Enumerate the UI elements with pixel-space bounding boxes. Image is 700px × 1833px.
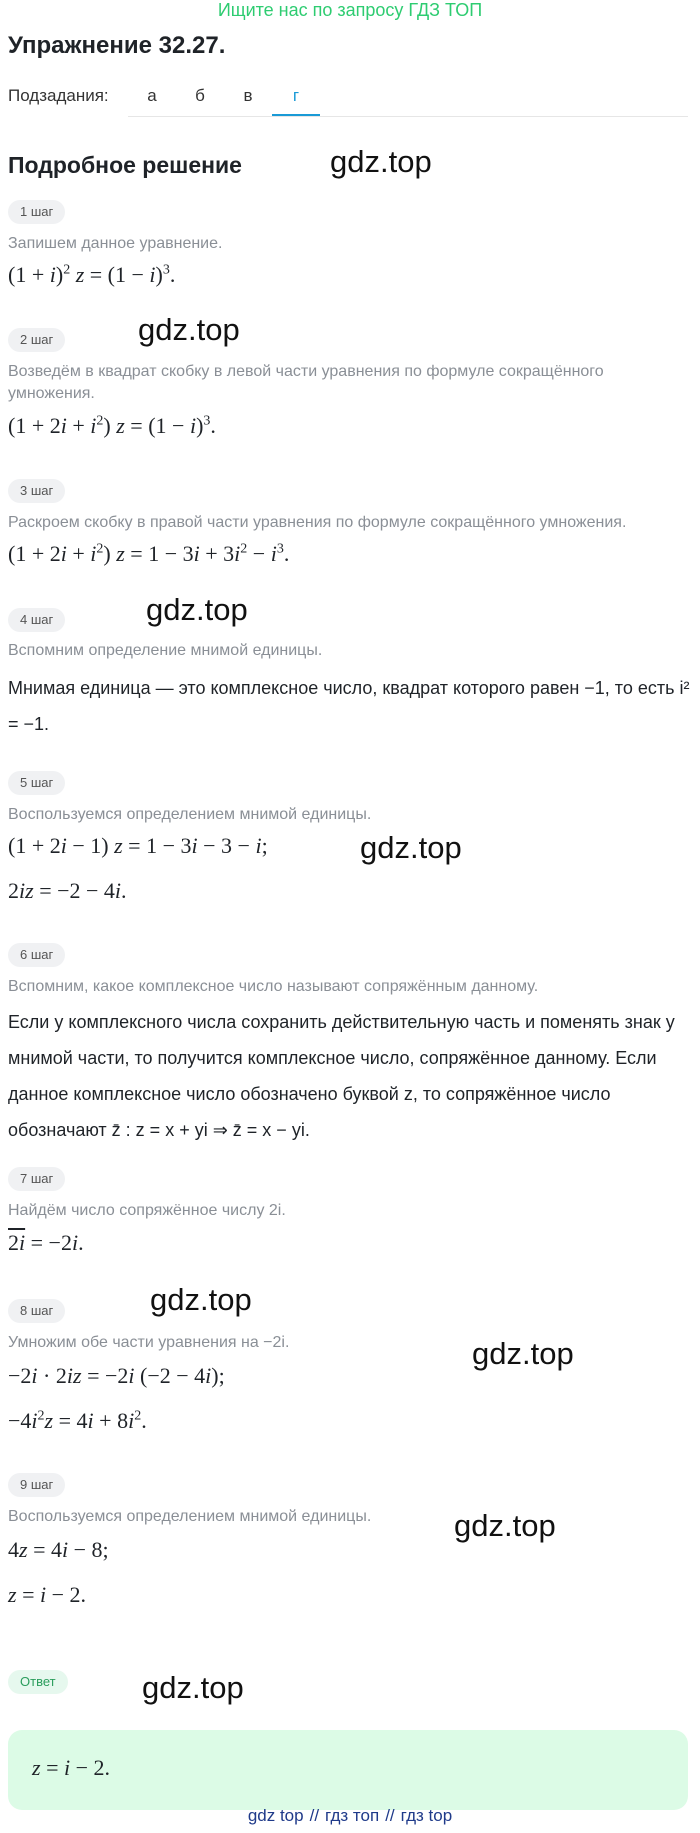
step-badge-7: 7 шаг (8, 1167, 65, 1191)
answer-formula: z = i − 2. (32, 1755, 111, 1780)
step-desc-6: Вспомним, какое комплексное число называют сопряжённым данному. (8, 978, 539, 995)
step-badge-9: 9 шаг (8, 1473, 65, 1497)
footer-separator: // (309, 1806, 320, 1825)
watermark: gdz.top (330, 144, 432, 179)
watermark: gdz.top (150, 1282, 252, 1317)
section-title: Подробное решение (8, 152, 242, 178)
watermark: gdz.top (146, 592, 248, 627)
step-desc-2: Возведём в квадрат скобку в левой части уравнения по формуле сокращённого умножения. (8, 363, 604, 402)
subtask-tab-a[interactable]: а (147, 86, 157, 105)
watermark: gdz.top (472, 1336, 574, 1371)
step-formula-9b: z = i − 2. (8, 1582, 87, 1607)
step-text-6: Если у комплексного числа сохранить действительную часть и поменять знак у мнимой части, то получится комплексное число, сопряжённое данному. Если данное комплексное число обозначено буквой z, то сопряжённое число обозначают z̄ : z = x + yi ⇒ z̄ = x − yi. (8, 1012, 675, 1140)
footer-link-2[interactable]: гдз топ (325, 1806, 380, 1825)
watermark: gdz.top (138, 312, 240, 347)
footer-separator: // (385, 1806, 395, 1825)
page-title: Упражнение 32.27. (8, 32, 226, 59)
step-desc-4: Вспомним определение мнимой единицы. (8, 642, 323, 659)
watermark: gdz.top (454, 1508, 556, 1543)
subtask-tab-v[interactable]: в (243, 86, 253, 105)
step-formula-7: 2i = −2i. (8, 1230, 84, 1255)
step-badge-5: 5 шаг (8, 771, 65, 795)
footer-link-1[interactable]: gdz top (247, 1806, 304, 1825)
step-formula-2: $(1 + 2i + i^2)$ $z = (1 - i)^3$. (8, 413, 216, 438)
footer-link-3[interactable]: гдз top (400, 1806, 453, 1825)
step-formula-9a: 4z = 4i − 8; (8, 1537, 109, 1562)
answer-badge: Ответ (8, 1670, 68, 1694)
step-formula-5b: 2iz = −2 − 4i. (8, 878, 127, 903)
footer-links (0, 1806, 700, 1826)
step-badge-2: 2 шаг (8, 328, 65, 352)
step-badge-1: 1 шаг (8, 200, 65, 224)
search-banner: Ищите нас по запросу ГДЗ ТОП (217, 0, 483, 20)
step-formula-3: $(1 + 2i + i^2)$ $z = 1 - 3i + 3i^2 - i^3$. (8, 541, 290, 566)
subtask-tab-g[interactable]: г (272, 76, 320, 116)
step-formula-8a: −2i · 2iz = −2i (−2 − 4i); (8, 1363, 225, 1388)
step-badge-4: 4 шаг (8, 608, 65, 632)
step-formula-8b: $-4i^2z = 4i + 8i^2$. (8, 1408, 147, 1433)
step-desc-8: Умножим обе части уравнения на −2i. (8, 1334, 290, 1351)
step-formula-1: $(1 + i)^2$ $z = (1 - i)^3$. (8, 262, 176, 287)
subtasks-label: Подзадания: (8, 86, 109, 105)
subtask-tabs (128, 76, 320, 116)
step-desc-9: Воспользуемся определением мнимой единицы. (8, 1508, 372, 1525)
watermark: gdz.top (360, 830, 462, 865)
step-text-4: Мнимая единица — это комплексное число, квадрат которого равен −1, то есть i² = −1. (8, 678, 690, 734)
step-desc-5: Воспользуемся определением мнимой единицы. (8, 806, 372, 823)
subtask-tab-b[interactable]: б (195, 86, 205, 105)
step-badge-6: 6 шаг (8, 943, 65, 967)
step-formula-5a: (1 + 2i − 1) z = 1 − 3i − 3 − i; (8, 833, 268, 858)
step-badge-3: 3 шаг (8, 479, 65, 503)
step-desc-1: Запишем данное уравнение. (8, 235, 223, 252)
tabs-divider (128, 116, 688, 117)
step-desc-3: Раскроем скобку в правой части уравнения по формуле сокращённого умножения. (8, 514, 627, 531)
step-desc-7: Найдём число сопряжённое числу 2i. (8, 1202, 286, 1219)
step-badge-8: 8 шаг (8, 1299, 65, 1323)
watermark: gdz.top (142, 1670, 244, 1705)
